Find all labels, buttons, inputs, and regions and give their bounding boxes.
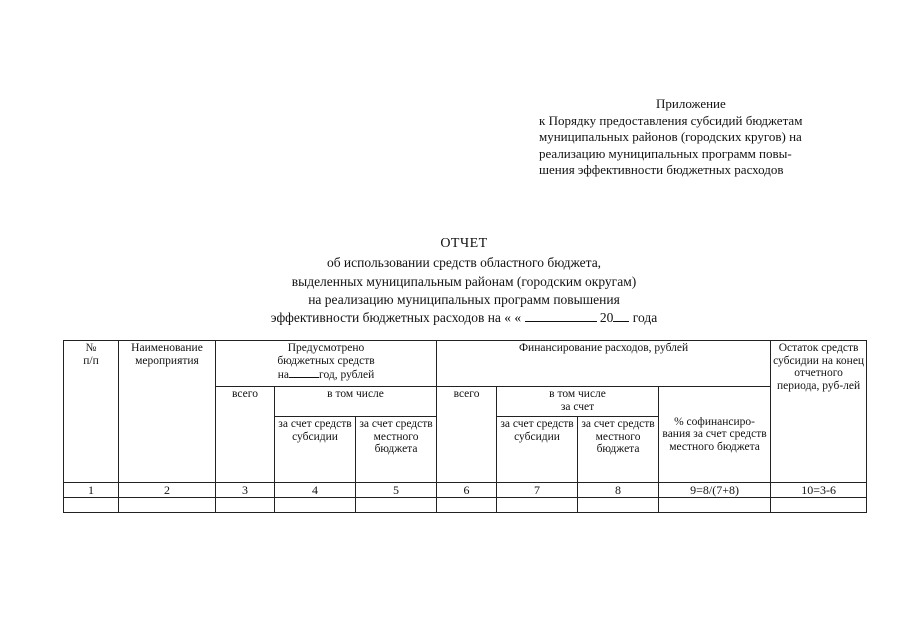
report-table xyxy=(63,340,867,513)
table-cell[interactable] xyxy=(771,498,867,513)
header-cofinancing: % софинансиро-вания за счет средств местного бюджета xyxy=(659,387,771,483)
header-local-funds: за счет средств местного бюджета xyxy=(356,417,437,483)
table-cell[interactable] xyxy=(275,498,356,513)
year-blank-field[interactable] xyxy=(613,309,629,322)
header-planned-suffix: год, рублей xyxy=(319,369,375,381)
year-blank xyxy=(289,367,319,378)
header-planned-line xyxy=(218,367,434,382)
header-planned-line: Предусмотрено xyxy=(287,342,365,354)
appendix-line: реализацию муниципальных программ повы- xyxy=(539,145,792,161)
header-subsidy-funds: за счет средств субсидии xyxy=(497,417,578,483)
header-event-name: Наименование мероприятия xyxy=(119,341,216,483)
header-account-line: за счет xyxy=(560,400,595,413)
header-total: всего xyxy=(216,387,275,483)
report-title: ОТЧЕТ xyxy=(440,236,488,251)
report-subtitle-line: на реализацию муниципальных программ повышения xyxy=(308,292,620,307)
table-cell[interactable] xyxy=(216,498,275,513)
column-number: 10=3-6 xyxy=(771,483,867,498)
header-planned-prefix: на xyxy=(277,369,290,381)
report-subtitle-line: выделенных муниципальным районам (городским округам) xyxy=(291,274,637,289)
table-cell[interactable] xyxy=(437,498,497,513)
column-number: 6 xyxy=(437,483,497,498)
column-number: 3 xyxy=(216,483,275,498)
header-planned xyxy=(216,341,437,387)
appendix-line: к Порядку предоставления субсидий бюджетам xyxy=(539,112,803,128)
header-planned-line: бюджетных средств xyxy=(277,354,375,367)
appendix-line: муниципальных районов (городских кругов) на xyxy=(539,129,802,144)
column-number: 9=8/(7+8) xyxy=(659,483,771,498)
appendix-title: Приложение xyxy=(656,96,726,111)
table-cell[interactable] xyxy=(356,498,437,513)
table-cell[interactable] xyxy=(119,498,216,513)
table-cell[interactable] xyxy=(497,498,578,513)
appendix-line: шения эффективности бюджетных расходов xyxy=(539,162,784,177)
column-number: 7 xyxy=(497,483,578,498)
table-cell[interactable] xyxy=(64,498,119,513)
report-date-suffix: года xyxy=(632,310,658,325)
header-financing: Финансирование расходов, рублей xyxy=(437,341,771,387)
header-including-account xyxy=(497,387,659,417)
report-year-prefix: 20 xyxy=(599,310,614,325)
header-num: № п/п xyxy=(64,341,119,483)
column-number: 8 xyxy=(578,483,659,498)
date-blank-field[interactable] xyxy=(525,309,597,322)
appendix-block xyxy=(539,96,879,179)
table-row xyxy=(64,498,867,513)
header-including: в том числе xyxy=(275,387,437,417)
header-local-funds: за счет средств местного бюджета xyxy=(578,417,659,483)
header-row xyxy=(64,341,867,387)
report-date-prefix: эффективности бюджетных расходов на « « xyxy=(270,310,522,325)
column-number-row xyxy=(64,483,867,498)
column-number: 2 xyxy=(119,483,216,498)
table-cell[interactable] xyxy=(578,498,659,513)
header-total: всего xyxy=(437,387,497,483)
header-subsidy-funds: за счет средств субсидии xyxy=(275,417,356,483)
header-remainder: Остаток средств субсидии на конец отчетного периода, руб-лей xyxy=(771,341,867,483)
column-number: 1 xyxy=(64,483,119,498)
column-number: 5 xyxy=(356,483,437,498)
table-cell[interactable] xyxy=(659,498,771,513)
report-date-line xyxy=(60,309,868,326)
header-including-line: в том числе xyxy=(549,388,606,400)
report-subtitle-line: об использовании средств областного бюджета, xyxy=(326,255,602,270)
column-number: 4 xyxy=(275,483,356,498)
